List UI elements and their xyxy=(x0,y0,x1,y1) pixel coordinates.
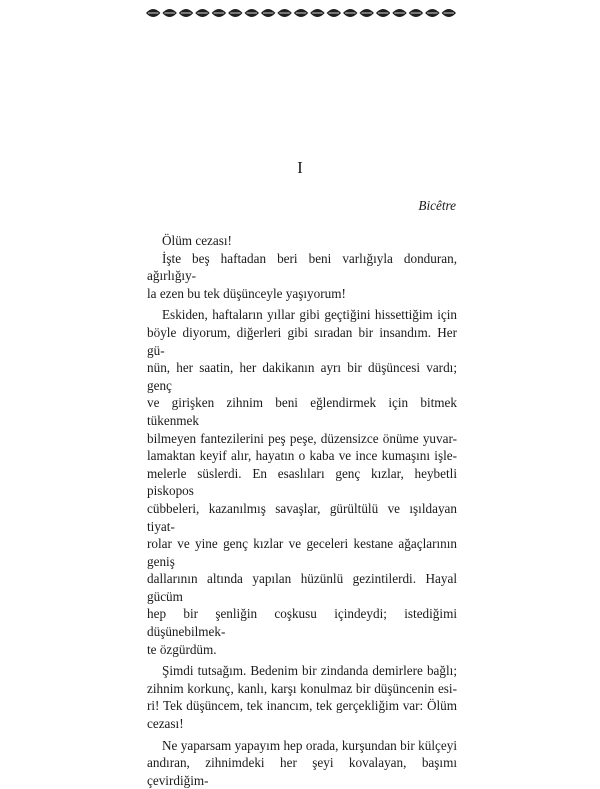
text-line: nün, her saatin, her dakikanın ayrı bir düşüncesi vardı; genç xyxy=(147,360,457,393)
ornament-leaf-icon xyxy=(409,9,423,17)
ornament-leaf-icon xyxy=(261,9,275,17)
ornament-leaf-icon xyxy=(162,9,176,17)
text-line: te özgürdüm. xyxy=(147,641,217,657)
paragraph xyxy=(147,662,457,732)
text-line: lamaktan keyif alır, hayatın o kaba ve ince kumaşını işle- xyxy=(147,448,457,464)
ornament-leaf-icon xyxy=(179,9,193,17)
ornament-leaf-icon xyxy=(442,9,456,17)
text-line: rolar ve yine genç kızlar ve geceleri kestane ağaçlarının geniş xyxy=(147,536,457,569)
ornament-leaf-icon xyxy=(146,9,160,17)
text-line: ve girişken zihnim beni eğlendirmek için bitmek tükenmek xyxy=(147,395,457,428)
text-line: hep bir şenliğin coşkusu içindeydi; istediğimi düşünebilmek- xyxy=(147,606,457,640)
ornament-leaf-icon xyxy=(376,9,390,17)
paragraph xyxy=(147,250,457,303)
body-text xyxy=(147,232,457,789)
paragraph xyxy=(147,737,457,789)
ornament-leaf-icon xyxy=(359,9,373,17)
ornament-leaf-icon xyxy=(212,9,226,17)
ornament-leaf-icon xyxy=(425,9,439,17)
text-line: İşte beş haftadan beri beni varlığıyla donduran, ağırlığıy- xyxy=(147,250,457,284)
ornament-leaf-icon xyxy=(195,9,209,17)
ornament-leaf-icon xyxy=(277,9,291,17)
ornament-leaf-icon xyxy=(228,9,242,17)
chapter-location: Bicêtre xyxy=(418,198,456,213)
text-line: cezası! xyxy=(147,716,184,732)
text-line: cübbeleri, kazanılmış savaşlar, gürültülü ve ışıldayan tiyat- xyxy=(147,500,457,534)
ornament-leaf-icon xyxy=(310,9,324,17)
paragraph xyxy=(147,232,457,250)
text-line: böyle diyorum, diğerleri gibi sıradan bir insandım. Her gü- xyxy=(147,324,457,358)
text-line: bilmeyen fantezilerini peş peşe, düzensizce önüme yuvar- xyxy=(147,430,457,446)
paragraph xyxy=(147,306,457,658)
text-line: la ezen bu tek düşünceyle yaşıyorum! xyxy=(147,285,346,301)
text-line: Ölüm cezası! xyxy=(162,233,232,248)
text-line: Ne yaparsam yapayım hep orada, kurşundan bir külçeyi xyxy=(162,737,457,753)
ornament-leaf-icon xyxy=(343,9,357,17)
text-line: dallarının altında yapılan hüzünlü gezintilerdi. Hayal gücüm xyxy=(147,571,457,604)
text-line: ri! Tek düşüncem, tek inancım, tek gerçekliğim var: Ölüm xyxy=(147,698,457,714)
text-line: zihnim korkunç, kanlı, karşı konulmaz bir düşüncenin esi- xyxy=(147,680,457,696)
ornament-leaf-icon xyxy=(392,9,406,17)
ornament-leaf-icon xyxy=(327,9,341,17)
text-line: Şimdi tutsağım. Bedenim bir zindanda demirlere bağlı; xyxy=(162,663,457,679)
text-line: andıran, zihnimdeki her şeyi kovalayan, başımı çevirdiğim- xyxy=(147,755,457,788)
chapter-number: I xyxy=(297,158,303,177)
ornament-leaf-icon xyxy=(294,9,308,17)
text-line: Eskiden, haftaların yıllar gibi geçtiğini hissettiğim için xyxy=(162,307,457,323)
text-line: melerle süslerdi. En esaslıları genç kızlar, heybetli piskopos xyxy=(147,465,457,499)
ornament-band xyxy=(145,6,457,20)
ornament-leaf-icon xyxy=(245,9,259,17)
